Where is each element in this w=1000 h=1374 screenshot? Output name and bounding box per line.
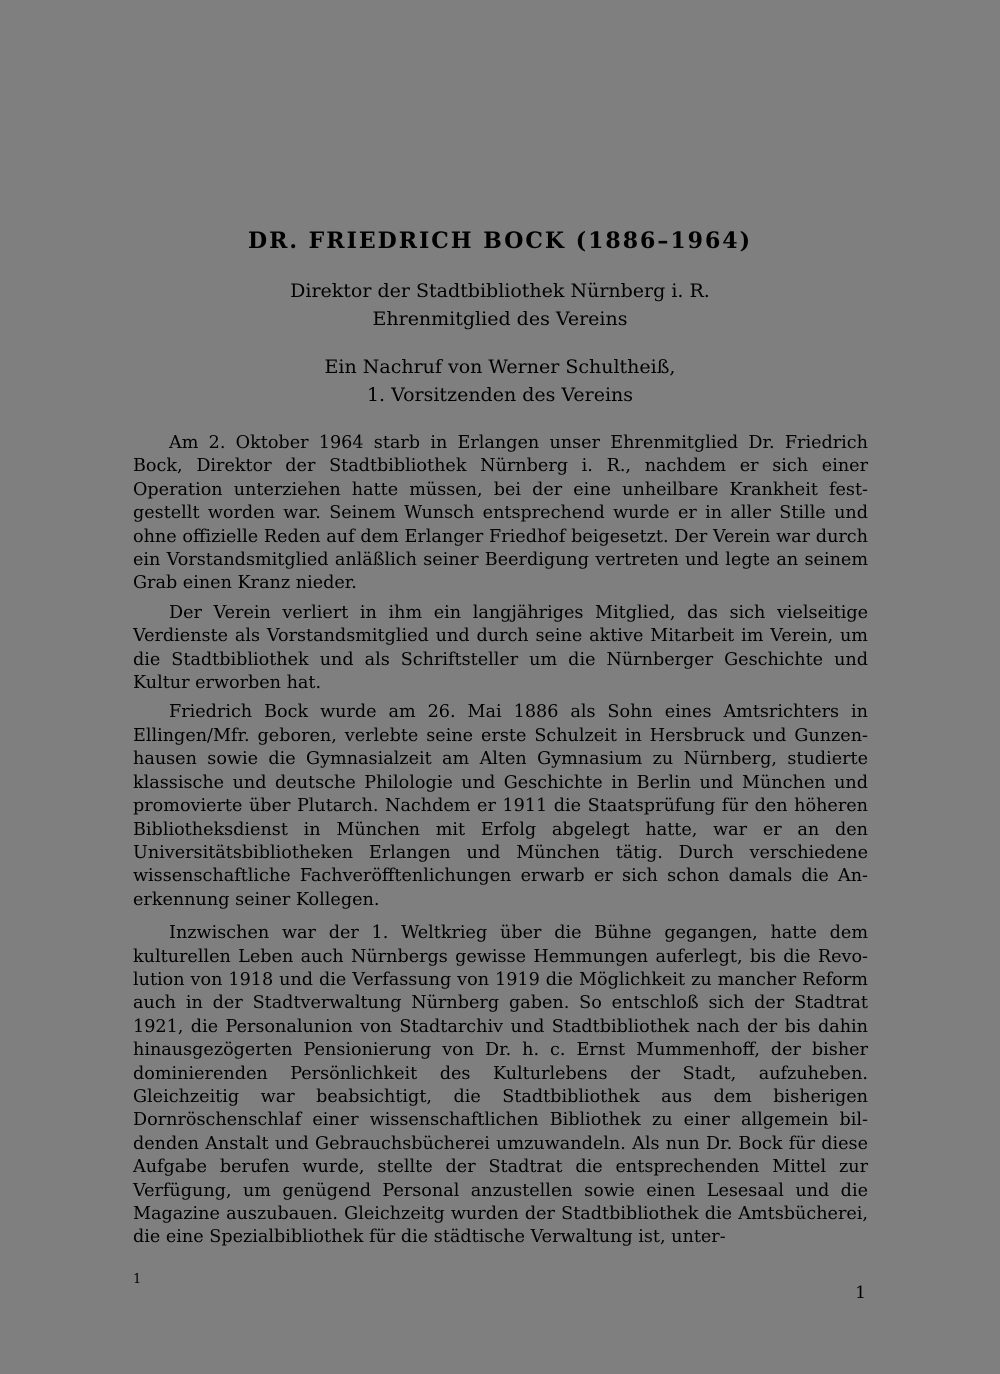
page-title: DR. FRIEDRICH BOCK (1886–1964) [248,228,752,254]
paragraph-1: Am 2. Oktober 1964 starb in Erlangen unser Ehrenmitglied Dr. Friedrich Bock, Direktor der Stadtbibliothek Nürnberg i. R., nachdem er sich einer Operation unterziehen hatte müssen, bei der eine unheilbare Krankheit festgestellt worden war. Seinem Wunsch entsprechend wurde er in aller Stille und ohne offizielle Reden auf dem Erlanger Friedhof beigesetzt. Der Verein war durch ein Vorstandsmitglied anläßlich seiner Beerdigung vertreten und legte an seinem Grab einen Kranz nieder. [133,433,868,594]
subtitle [0,277,1000,333]
byline-line-2: 1. Vorsitzenden des Vereins [366,384,634,406]
article-body [133,432,868,1256]
byline-line-1: Ein Nachruf von Werner Schultheiß, [324,356,676,378]
subtitle-line-2: Ehrenmitglied des Vereins [372,308,628,330]
paragraph-4: Inzwischen war der 1. Weltkrieg über die Bühne gegangen, hatte dem kulturellen Leben auch Nürnbergs gewisse Hemmungen auferlegt, bis die Revolution von 1918 und die Verfassung von 1919 die Möglichkeit zu mancher Reform auch in der Stadtverwaltung Nürnberg gaben. So entschloß sich der Stadtrat 1921, die Personalunion von Stadtarchiv und Stadtbibliothek nach der bis dahin hinausgezögerten Pensionierung von Dr. h. c. Ernst Mummenhoff, der bisher dominierenden Persönlichkeit des Kulturlebens der Stadt, aufzuheben. Gleichzeitig war beabsichtigt, die Stadtbibliothek aus dem bisherigen Dornröschenschlaf einer wissenschaftlichen Bibliothek zu einer allgemein bildenden Anstalt und Gebrauchsbücherei umzuwandeln. Als nun Dr. Bock für diese Aufgabe berufen wurde, stellte der Stadtrat die entsprechenden Mittel zur Verfügung, um genügend Personal anzustellen sowie einen Lesesaal und die Magazine auszubauen. Gleichzeitg wurden der Stadtbibliothek die Amtsbücherei, die eine Spezialbibliothek für die städtische Verwaltung ist, unter- [133,923,868,1248]
page-number: 1 [855,1283,866,1303]
byline [0,353,1000,409]
paragraph-3: Friedrich Bock wurde am 26. Mai 1886 als Sohn eines Amtsrichters in Ellingen/Mfr. geboren, verlebte seine erste Schulzeit in Hersbruck und Gunzenhausen sowie die Gymnasialzeit am Alten Gymnasium zu Nürnberg, studierte klassische und deutsche Philologie und Geschichte in Berlin und München und promovierte über Plutarch. Nachdem er 1911 die Staatsprüfung für den höheren Bibliotheksdienst in München mit Erfolg abgelegt hatte, war er an den Universitätsbibliotheken Erlangen und München tätig. Durch verschiedene wissenschaftliche Fachveröfftenlichungen erwarb er sich schon damals die Anerkennung seiner Kollegen. [133,702,868,910]
footnote-mark: 1 [133,1272,142,1287]
paragraph-2: Der Verein verliert in ihm ein langjähriges Mitglied, das sich vielseitige Verdienste als Vorstandsmitglied und durch seine aktive Mitarbeit im Verein, um die Stadtbibliothek und als Schriftsteller um die Nürnberger Geschichte und Kultur erworben hat. [133,602,868,694]
subtitle-line-1: Direktor der Stadtbibliothek Nürnberg i. R. [290,280,710,302]
